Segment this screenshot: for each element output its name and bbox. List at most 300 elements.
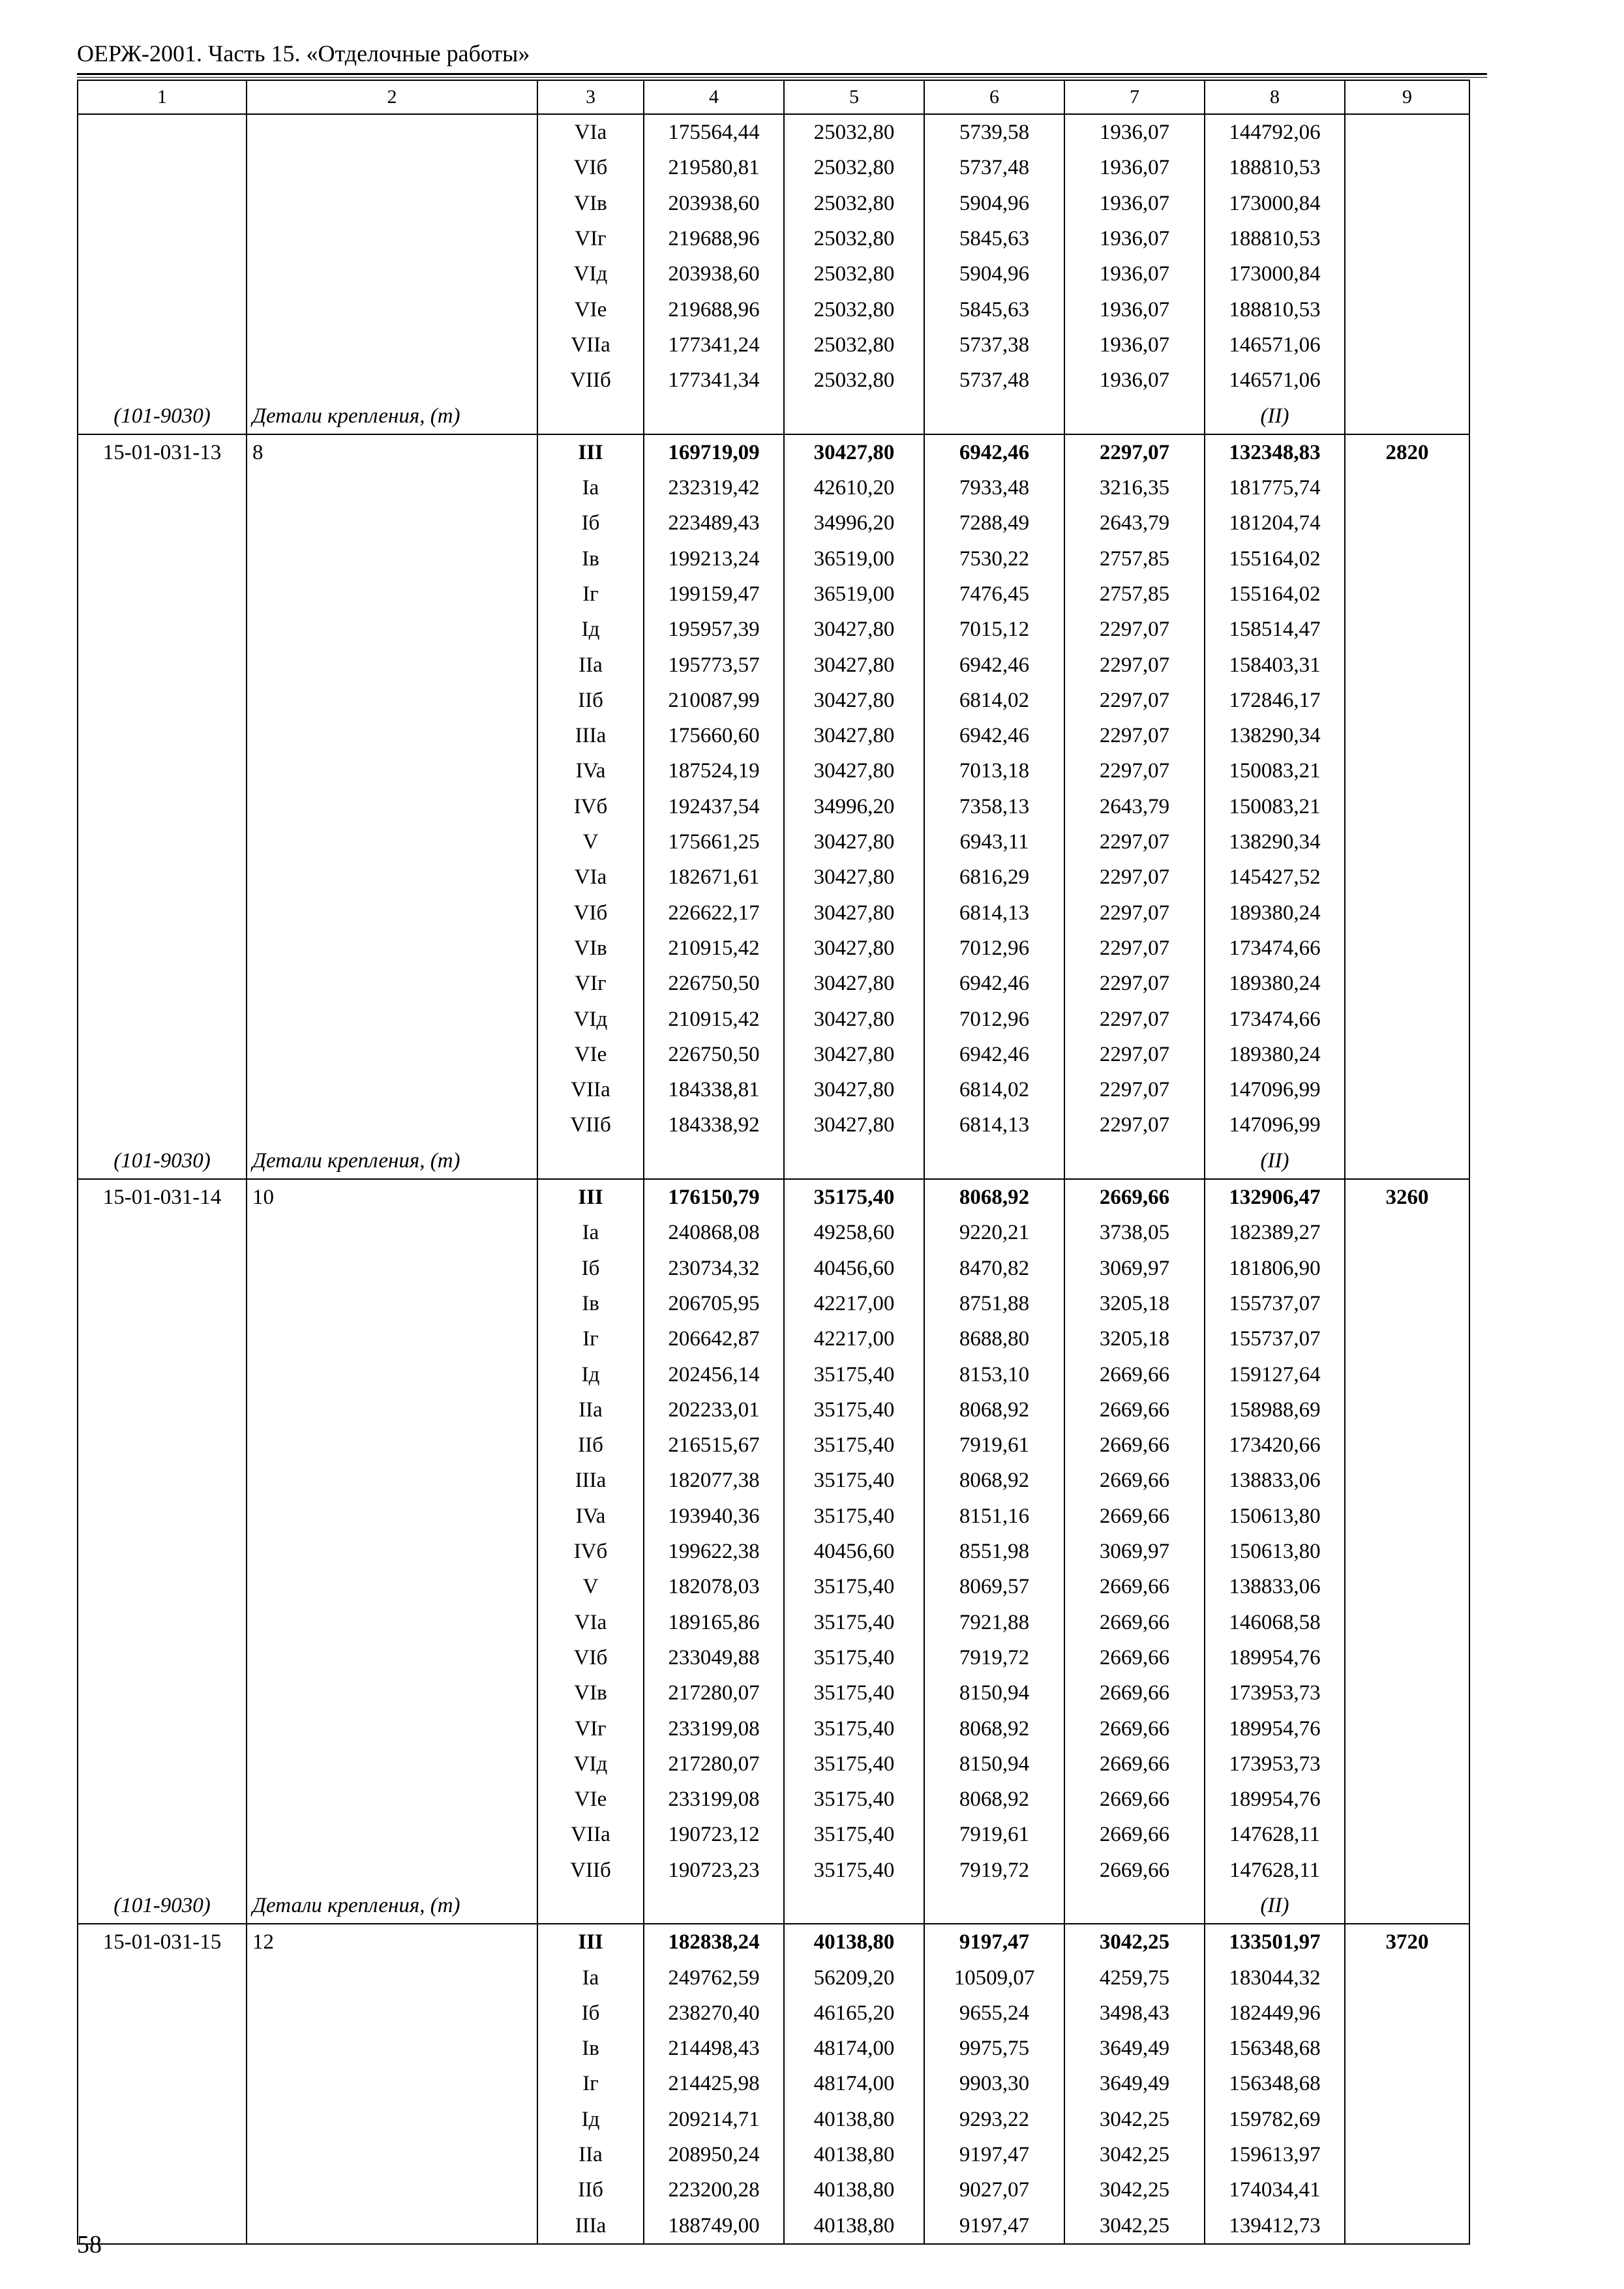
value-cell: VIе — [537, 292, 644, 327]
value-cell: 2297,07 — [1064, 824, 1205, 860]
unit-cell — [247, 1072, 537, 1107]
empty-cell — [784, 1143, 924, 1179]
value-cell: 2669,66 — [1064, 1817, 1205, 1852]
value-cell: VIIб — [537, 363, 644, 398]
unit-cell — [247, 789, 537, 824]
value-cell: 2669,66 — [1064, 1569, 1205, 1604]
value-cell: 3042,25 — [1064, 1924, 1205, 1960]
value-cell: Ia — [537, 1960, 644, 1995]
value-cell: 232319,42 — [644, 470, 784, 505]
column-9-cell: 2820 — [1345, 434, 1469, 470]
value-cell: 214425,98 — [644, 2066, 784, 2101]
value-cell: 133501,97 — [1205, 1924, 1345, 1960]
rate-code — [78, 683, 247, 718]
column-9-cell — [1345, 1107, 1469, 1143]
unit-cell — [247, 150, 537, 185]
value-cell: 9197,47 — [924, 1924, 1064, 1960]
table-row — [78, 1392, 1469, 1428]
table-row — [78, 1286, 1469, 1321]
value-cell: 2669,66 — [1064, 1428, 1205, 1463]
value-cell: 42217,00 — [784, 1286, 924, 1321]
value-cell: VIa — [537, 114, 644, 150]
unit-cell — [247, 1711, 537, 1746]
value-cell: 25032,80 — [784, 186, 924, 221]
rate-code — [78, 1996, 247, 2031]
value-cell: 219580,81 — [644, 150, 784, 185]
value-cell: Iг — [537, 1321, 644, 1356]
value-cell: 1936,07 — [1064, 221, 1205, 256]
column-9-cell — [1345, 1392, 1469, 1428]
value-cell: 173953,73 — [1205, 1675, 1345, 1711]
value-cell: 8068,92 — [924, 1463, 1064, 1498]
unit-cell — [247, 1463, 537, 1498]
rate-code — [78, 1001, 247, 1036]
table-row — [78, 789, 1469, 824]
fixture-code: (101-9030) — [78, 1888, 247, 1924]
value-cell: VIе — [537, 1037, 644, 1072]
rate-code — [78, 576, 247, 612]
unit-cell — [247, 1321, 537, 1356]
value-cell: Iв — [537, 1286, 644, 1321]
value-cell: IVб — [537, 789, 644, 824]
value-cell: 8150,94 — [924, 1675, 1064, 1711]
value-cell: 2297,07 — [1064, 895, 1205, 931]
rate-code — [78, 2102, 247, 2137]
table-row — [78, 221, 1469, 256]
unit-cell — [247, 1746, 537, 1782]
value-cell: 25032,80 — [784, 327, 924, 363]
value-cell: VIг — [537, 1711, 644, 1746]
value-cell: IIa — [537, 2137, 644, 2172]
empty-cell — [537, 1143, 644, 1179]
value-cell: 30427,80 — [784, 895, 924, 931]
column-number: 7 — [1064, 80, 1205, 114]
column-9-cell — [1345, 541, 1469, 576]
value-cell: 48174,00 — [784, 2066, 924, 2101]
unit-cell — [247, 114, 537, 150]
value-cell: 150083,21 — [1205, 753, 1345, 788]
value-cell: Iб — [537, 505, 644, 541]
value-cell: 48174,00 — [784, 2031, 924, 2066]
table-row — [78, 541, 1469, 576]
value-cell: 30427,80 — [784, 1072, 924, 1107]
value-cell: 240868,08 — [644, 1215, 784, 1250]
value-cell: 189165,86 — [644, 1604, 784, 1639]
unit-cell — [247, 1675, 537, 1711]
rate-code — [78, 895, 247, 931]
value-cell: 35175,40 — [784, 1428, 924, 1463]
value-cell: 159127,64 — [1205, 1356, 1345, 1392]
value-cell: 214498,43 — [644, 2031, 784, 2066]
value-cell: 193940,36 — [644, 1499, 784, 1534]
table-row — [78, 1675, 1469, 1711]
value-cell: 189380,24 — [1205, 966, 1345, 1001]
table-row — [78, 256, 1469, 292]
value-cell: 30427,80 — [784, 931, 924, 966]
value-cell: 2297,07 — [1064, 966, 1205, 1001]
unit-cell — [247, 2137, 537, 2172]
value-cell: 188810,53 — [1205, 292, 1345, 327]
unit-cell — [247, 824, 537, 860]
value-cell: 42217,00 — [784, 1321, 924, 1356]
value-cell: 25032,80 — [784, 221, 924, 256]
value-cell: 238270,40 — [644, 1996, 784, 2031]
value-cell: 182449,96 — [1205, 1996, 1345, 2031]
table-row — [78, 824, 1469, 860]
value-cell: VIa — [537, 860, 644, 895]
unit-cell — [247, 647, 537, 682]
unit-cell — [247, 1037, 537, 1072]
value-cell: 173420,66 — [1205, 1428, 1345, 1463]
rate-code — [78, 221, 247, 256]
value-cell: 158403,31 — [1205, 647, 1345, 682]
unit-cell — [247, 1001, 537, 1036]
value-cell: VIб — [537, 895, 644, 931]
value-cell: III — [537, 1924, 644, 1960]
empty-cell — [1064, 398, 1205, 434]
value-cell: 190723,23 — [644, 1853, 784, 1888]
value-cell: 2757,85 — [1064, 541, 1205, 576]
rate-code — [78, 1356, 247, 1392]
empty-cell — [924, 1888, 1064, 1924]
value-cell: 144792,06 — [1205, 114, 1345, 150]
unit-cell — [247, 1107, 537, 1143]
value-cell: 150083,21 — [1205, 789, 1345, 824]
column-9-cell — [1345, 612, 1469, 647]
value-cell: 7013,18 — [924, 753, 1064, 788]
value-cell: Iг — [537, 2066, 644, 2101]
value-cell: 159782,69 — [1205, 2102, 1345, 2137]
value-cell: 182838,24 — [644, 1924, 784, 1960]
table-row — [78, 1251, 1469, 1286]
value-cell: VIIб — [537, 1853, 644, 1888]
column-9-cell — [1345, 1499, 1469, 1534]
unit-cell — [247, 186, 537, 221]
column-9-cell — [1345, 1746, 1469, 1782]
rate-code — [78, 1215, 247, 1250]
value-cell: 226750,50 — [644, 966, 784, 1001]
table-row — [78, 327, 1469, 363]
empty-cell — [784, 398, 924, 434]
value-cell: 35175,40 — [784, 1853, 924, 1888]
value-cell: 35175,40 — [784, 1179, 924, 1215]
value-cell: 3205,18 — [1064, 1321, 1205, 1356]
unit-cell — [247, 576, 537, 612]
rate-code — [78, 966, 247, 1001]
fixture-name: Детали крепления, (т) — [247, 1888, 537, 1924]
value-cell: 156348,68 — [1205, 2031, 1345, 2066]
rate-code — [78, 789, 247, 824]
fixture-code: (101-9030) — [78, 1143, 247, 1179]
value-cell: 199213,24 — [644, 541, 784, 576]
table-row — [78, 1215, 1469, 1250]
fixture-name: Детали крепления, (т) — [247, 1143, 537, 1179]
table-row — [78, 612, 1469, 647]
value-cell: 189954,76 — [1205, 1782, 1345, 1817]
value-cell: VIг — [537, 966, 644, 1001]
value-cell: 230734,32 — [644, 1251, 784, 1286]
fixture-row — [78, 1888, 1469, 1924]
unit-cell — [247, 1286, 537, 1321]
rate-code — [78, 1675, 247, 1711]
column-9-cell — [1345, 2031, 1469, 2066]
table-row — [78, 150, 1469, 185]
value-cell: IVa — [537, 1499, 644, 1534]
value-cell: 5904,96 — [924, 186, 1064, 221]
value-cell: Iв — [537, 541, 644, 576]
column-9-cell — [1345, 647, 1469, 682]
value-cell: 190723,12 — [644, 1817, 784, 1852]
value-cell: 7921,88 — [924, 1604, 1064, 1639]
column-9-cell — [1345, 327, 1469, 363]
value-cell: 2297,07 — [1064, 612, 1205, 647]
rate-code — [78, 470, 247, 505]
value-cell: 36519,00 — [784, 541, 924, 576]
value-cell: 25032,80 — [784, 150, 924, 185]
value-cell: 188810,53 — [1205, 150, 1345, 185]
table-row — [78, 470, 1469, 505]
value-cell: 169719,09 — [644, 434, 784, 470]
unit-cell — [247, 2102, 537, 2137]
value-cell: 226622,17 — [644, 895, 784, 931]
column-9-cell — [1345, 150, 1469, 185]
rate-code — [78, 327, 247, 363]
rate-code — [78, 931, 247, 966]
value-cell: 25032,80 — [784, 114, 924, 150]
value-cell: 181806,90 — [1205, 1251, 1345, 1286]
value-cell: 6814,13 — [924, 1107, 1064, 1143]
page-header: ОЕРЖ-2001. Часть 15. «Отделочные работы» — [77, 40, 530, 67]
value-cell: 226750,50 — [644, 1037, 784, 1072]
rate-code — [78, 1463, 247, 1498]
value-cell: 2297,07 — [1064, 753, 1205, 788]
rate-code — [78, 1817, 247, 1852]
value-cell: 9655,24 — [924, 1996, 1064, 2031]
value-cell: VIд — [537, 256, 644, 292]
value-cell: 2669,66 — [1064, 1782, 1205, 1817]
unit-cell — [247, 2208, 537, 2244]
value-cell: VIд — [537, 1001, 644, 1036]
table-row — [78, 292, 1469, 327]
unit-cell — [247, 1960, 537, 1995]
value-cell: 3069,97 — [1064, 1251, 1205, 1286]
value-cell: 173474,66 — [1205, 931, 1345, 966]
column-9-cell — [1345, 505, 1469, 541]
value-cell: 195773,57 — [644, 647, 784, 682]
value-cell: 158988,69 — [1205, 1392, 1345, 1428]
column-9-cell — [1345, 1817, 1469, 1852]
value-cell: 8688,80 — [924, 1321, 1064, 1356]
column-9-cell — [1345, 683, 1469, 718]
column-number: 1 — [78, 80, 247, 114]
rate-code: 15-01-031-13 — [78, 434, 247, 470]
rate-code — [78, 1499, 247, 1534]
value-cell: 5845,63 — [924, 221, 1064, 256]
value-cell: 202233,01 — [644, 1392, 784, 1428]
value-cell: 35175,40 — [784, 1782, 924, 1817]
value-cell: 150613,80 — [1205, 1534, 1345, 1569]
value-cell: 56209,20 — [784, 1960, 924, 1995]
value-cell: 9197,47 — [924, 2137, 1064, 2172]
value-cell: 30427,80 — [784, 612, 924, 647]
rate-code — [78, 1392, 247, 1428]
fixture-row — [78, 398, 1469, 434]
value-cell: VIе — [537, 1782, 644, 1817]
table-row — [78, 1924, 1469, 1960]
rate-code — [78, 292, 247, 327]
value-cell: 206642,87 — [644, 1321, 784, 1356]
value-cell: 6942,46 — [924, 1037, 1064, 1072]
unit-cell — [247, 1356, 537, 1392]
value-cell: 155164,02 — [1205, 541, 1345, 576]
column-9-cell — [1345, 576, 1469, 612]
rate-code — [78, 541, 247, 576]
value-cell: 189380,24 — [1205, 1037, 1345, 1072]
table-row — [78, 1960, 1469, 1995]
value-cell: 7919,72 — [924, 1853, 1064, 1888]
value-cell: IIIa — [537, 2208, 644, 2244]
rate-code — [78, 1960, 247, 1995]
value-cell: VIв — [537, 931, 644, 966]
value-cell: 199159,47 — [644, 576, 784, 612]
value-cell: V — [537, 1569, 644, 1604]
value-cell: 192437,54 — [644, 789, 784, 824]
value-cell: 132906,47 — [1205, 1179, 1345, 1215]
value-cell: 2669,66 — [1064, 1499, 1205, 1534]
table-row — [78, 753, 1469, 788]
table-row — [78, 1072, 1469, 1107]
value-cell: 233199,08 — [644, 1782, 784, 1817]
value-cell: 3042,25 — [1064, 2102, 1205, 2137]
value-cell: 25032,80 — [784, 292, 924, 327]
unit-cell — [247, 470, 537, 505]
value-cell: 35175,40 — [784, 1604, 924, 1639]
empty-cell — [537, 398, 644, 434]
value-cell: 8068,92 — [924, 1392, 1064, 1428]
rate-code — [78, 1534, 247, 1569]
rate-code — [78, 1782, 247, 1817]
column-9-cell — [1345, 1604, 1469, 1639]
empty-cell — [644, 1888, 784, 1924]
column-9-cell — [1345, 1356, 1469, 1392]
value-cell: 9293,22 — [924, 2102, 1064, 2137]
value-cell: 5737,48 — [924, 150, 1064, 185]
value-cell: 2669,66 — [1064, 1675, 1205, 1711]
value-cell: 5737,38 — [924, 327, 1064, 363]
value-cell: 8751,88 — [924, 1286, 1064, 1321]
value-cell: 145427,52 — [1205, 860, 1345, 895]
value-cell: 177341,34 — [644, 363, 784, 398]
value-cell: 30427,80 — [784, 647, 924, 682]
value-cell: 2669,66 — [1064, 1179, 1205, 1215]
column-number: 9 — [1345, 80, 1469, 114]
unit-cell — [247, 683, 537, 718]
value-cell: 3042,25 — [1064, 2137, 1205, 2172]
value-cell: VIв — [537, 186, 644, 221]
value-cell: VIд — [537, 1746, 644, 1782]
unit-cell — [247, 1640, 537, 1675]
unit-cell: 12 — [247, 1924, 537, 1960]
value-cell: 46165,20 — [784, 1996, 924, 2031]
value-cell: 195957,39 — [644, 612, 784, 647]
value-cell: 1936,07 — [1064, 256, 1205, 292]
column-9-cell — [1345, 1960, 1469, 1995]
value-cell: 7919,61 — [924, 1428, 1064, 1463]
column-9-cell — [1345, 753, 1469, 788]
unit-cell — [247, 1251, 537, 1286]
column-9-cell — [1345, 2066, 1469, 2101]
value-cell: VIIб — [537, 1107, 644, 1143]
column-9-cell — [1345, 470, 1469, 505]
value-cell: 30427,80 — [784, 683, 924, 718]
value-cell: 9027,07 — [924, 2172, 1064, 2207]
rate-code — [78, 150, 247, 185]
column-9-cell — [1345, 1286, 1469, 1321]
unit-cell: 10 — [247, 1179, 537, 1215]
table-row — [78, 1996, 1469, 2031]
value-cell: 30427,80 — [784, 1001, 924, 1036]
value-cell: 3042,25 — [1064, 2172, 1205, 2207]
value-cell: 188749,00 — [644, 2208, 784, 2244]
value-cell: 2643,79 — [1064, 505, 1205, 541]
unit-cell — [247, 1392, 537, 1428]
value-cell: 208950,24 — [644, 2137, 784, 2172]
value-cell: 8150,94 — [924, 1746, 1064, 1782]
value-cell: 176150,79 — [644, 1179, 784, 1215]
value-cell: 147096,99 — [1205, 1107, 1345, 1143]
empty-cell — [1064, 1143, 1205, 1179]
header-rule-thin — [77, 77, 1487, 78]
column-9-cell — [1345, 2102, 1469, 2137]
rate-code — [78, 860, 247, 895]
column-number: 6 — [924, 80, 1064, 114]
column-9-cell — [1345, 1037, 1469, 1072]
unit-cell — [247, 895, 537, 931]
value-cell: 210087,99 — [644, 683, 784, 718]
unit-cell — [247, 1853, 537, 1888]
value-cell: 138290,34 — [1205, 824, 1345, 860]
empty-cell — [644, 1143, 784, 1179]
column-number-row — [78, 80, 1469, 114]
value-cell: 6814,02 — [924, 683, 1064, 718]
value-cell: 36519,00 — [784, 576, 924, 612]
value-cell: 6942,46 — [924, 434, 1064, 470]
value-cell: 199622,38 — [644, 1534, 784, 1569]
unit-cell — [247, 612, 537, 647]
empty-cell — [1345, 398, 1469, 434]
value-cell: 181204,74 — [1205, 505, 1345, 541]
value-cell: 35175,40 — [784, 1817, 924, 1852]
value-cell: 34996,20 — [784, 789, 924, 824]
table-row — [78, 1534, 1469, 1569]
unit-cell — [247, 292, 537, 327]
value-cell: 35175,40 — [784, 1392, 924, 1428]
value-cell: 2297,07 — [1064, 1072, 1205, 1107]
value-cell: 35175,40 — [784, 1569, 924, 1604]
column-9-cell — [1345, 718, 1469, 753]
value-cell: 10509,07 — [924, 1960, 1064, 1995]
rate-code — [78, 1746, 247, 1782]
value-cell: 7288,49 — [924, 505, 1064, 541]
value-cell: 35175,40 — [784, 1640, 924, 1675]
value-cell: 158514,47 — [1205, 612, 1345, 647]
value-cell: 132348,83 — [1205, 434, 1345, 470]
value-cell: 2669,66 — [1064, 1463, 1205, 1498]
value-cell: 8551,98 — [924, 1534, 1064, 1569]
value-cell: 2297,07 — [1064, 1037, 1205, 1072]
rate-code — [78, 1604, 247, 1639]
value-cell: IIIa — [537, 718, 644, 753]
